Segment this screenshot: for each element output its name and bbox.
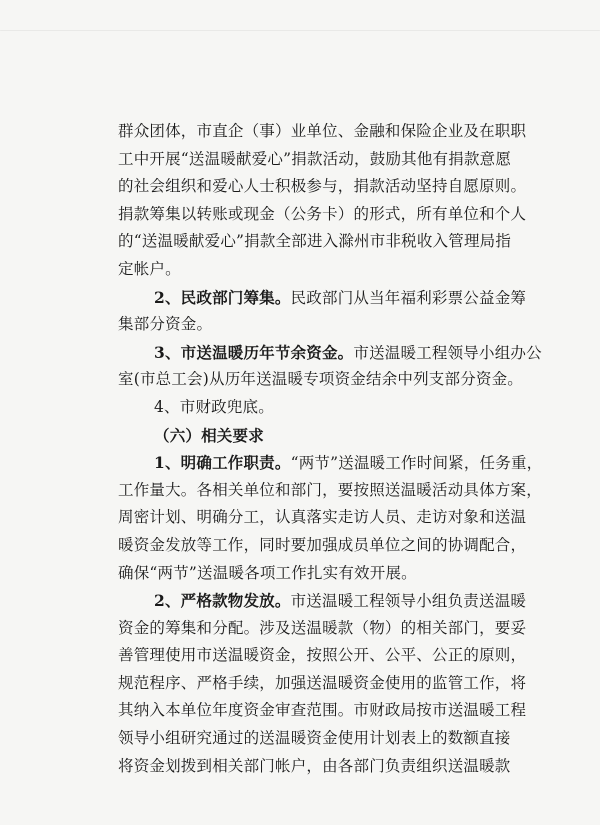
numbered-item-line — [118, 449, 564, 477]
paragraph-line — [118, 146, 564, 174]
line-text: 其纳入本单位年度资金审查范围。市财政局按市送温暖工程 — [118, 701, 527, 720]
line-text: 市送温暖工程领导小组办公 — [353, 343, 542, 362]
section-heading-text: （六）相关要求 — [154, 425, 264, 445]
numbered-item-line — [118, 587, 564, 615]
line-text: 的社会组织和爱心人士积极参与，捐款活动坚持自愿原则。 — [118, 177, 527, 196]
line-text: “两节”送温暖工作时间紧，任务重， — [290, 454, 543, 473]
paragraph-line — [118, 311, 564, 339]
line-text: 市送温暖工程领导小组负责送温暖 — [290, 592, 527, 611]
paragraph-line — [118, 201, 564, 229]
line-text: 捐款筹集以转账或现金（公务卡）的形式，所有单位和个人 — [118, 204, 527, 223]
paragraph-line — [118, 560, 564, 588]
paragraph-line — [118, 532, 564, 560]
item-heading: 3、市送温暖历年节余资金。 — [154, 342, 354, 362]
numbered-item-line — [118, 284, 564, 312]
line-text: 资金的筹集和分配。涉及送温暖款（物）的相关部门，要妥 — [118, 618, 527, 637]
paragraph-line — [118, 256, 564, 284]
line-text: 群众团体，市直企（事）业单位、金融和保险企业及在职职 — [118, 122, 527, 140]
paragraph-line — [118, 670, 564, 698]
line-text: 定帐户。 — [118, 259, 181, 278]
numbered-item-line — [118, 394, 564, 422]
line-text: 将资金划拨到相关部门帐户，由各部门负责组织送温暖款 — [118, 756, 511, 775]
line-text: 暖资金发放等工作，同时要加强成员单位之间的协调配合， — [118, 535, 527, 554]
paragraph-line — [118, 642, 564, 670]
paragraph-line — [118, 615, 564, 643]
scan-smudge — [0, 30, 600, 31]
line-text: 确保“两节”送温暖各项工作扎实有效开展。 — [118, 563, 417, 582]
line-text: 室(市总工会)从历年送温暖专项资金结余中列支部分资金。 — [118, 370, 523, 389]
line-text: 善管理使用市送温暖资金，按照公开、公平、公正的原则， — [118, 646, 527, 665]
item-heading: 1、明确工作职责。 — [154, 453, 291, 473]
line-text: 规范程序、严格手续，加强送温暖资金使用的监管工作，将 — [118, 673, 527, 692]
item-heading: 2、民政部门筹集。 — [154, 287, 291, 307]
line-text: 集部分资金。 — [118, 315, 213, 334]
paragraph-line — [118, 118, 564, 146]
paragraph-line — [118, 366, 564, 394]
paragraph-line — [118, 477, 564, 505]
line-text: 工中开展“送温暖献爱心”捐款活动，鼓励其他有捐款意愿 — [118, 149, 512, 168]
line-text: 的“送温暖献爱心”捐款全部进入滁州市非税收入管理局指 — [118, 232, 512, 251]
paragraph-line — [118, 228, 564, 256]
line-text: 民政部门从当年福利彩票公益金筹 — [290, 288, 527, 307]
line-text: 领导小组研究通过的送温暖资金使用计划表上的数额直接 — [118, 729, 511, 748]
paragraph-line — [118, 725, 564, 753]
item-heading: 2、严格款物发放。 — [154, 591, 291, 611]
line-text: 周密计划、明确分工，认真落实走访人员、走访对象和送温 — [118, 508, 527, 527]
line-text: 4、市财政兜底。 — [154, 397, 274, 416]
paragraph-line — [118, 697, 564, 725]
paragraph-line — [118, 173, 564, 201]
section-heading — [118, 422, 564, 450]
numbered-item-line — [118, 339, 564, 367]
document-body — [118, 118, 564, 780]
paragraph-line — [118, 753, 564, 781]
line-text: 工作量大。各相关单位和部门，要按照送温暖活动具体方案， — [118, 480, 542, 499]
paragraph-line — [118, 504, 564, 532]
